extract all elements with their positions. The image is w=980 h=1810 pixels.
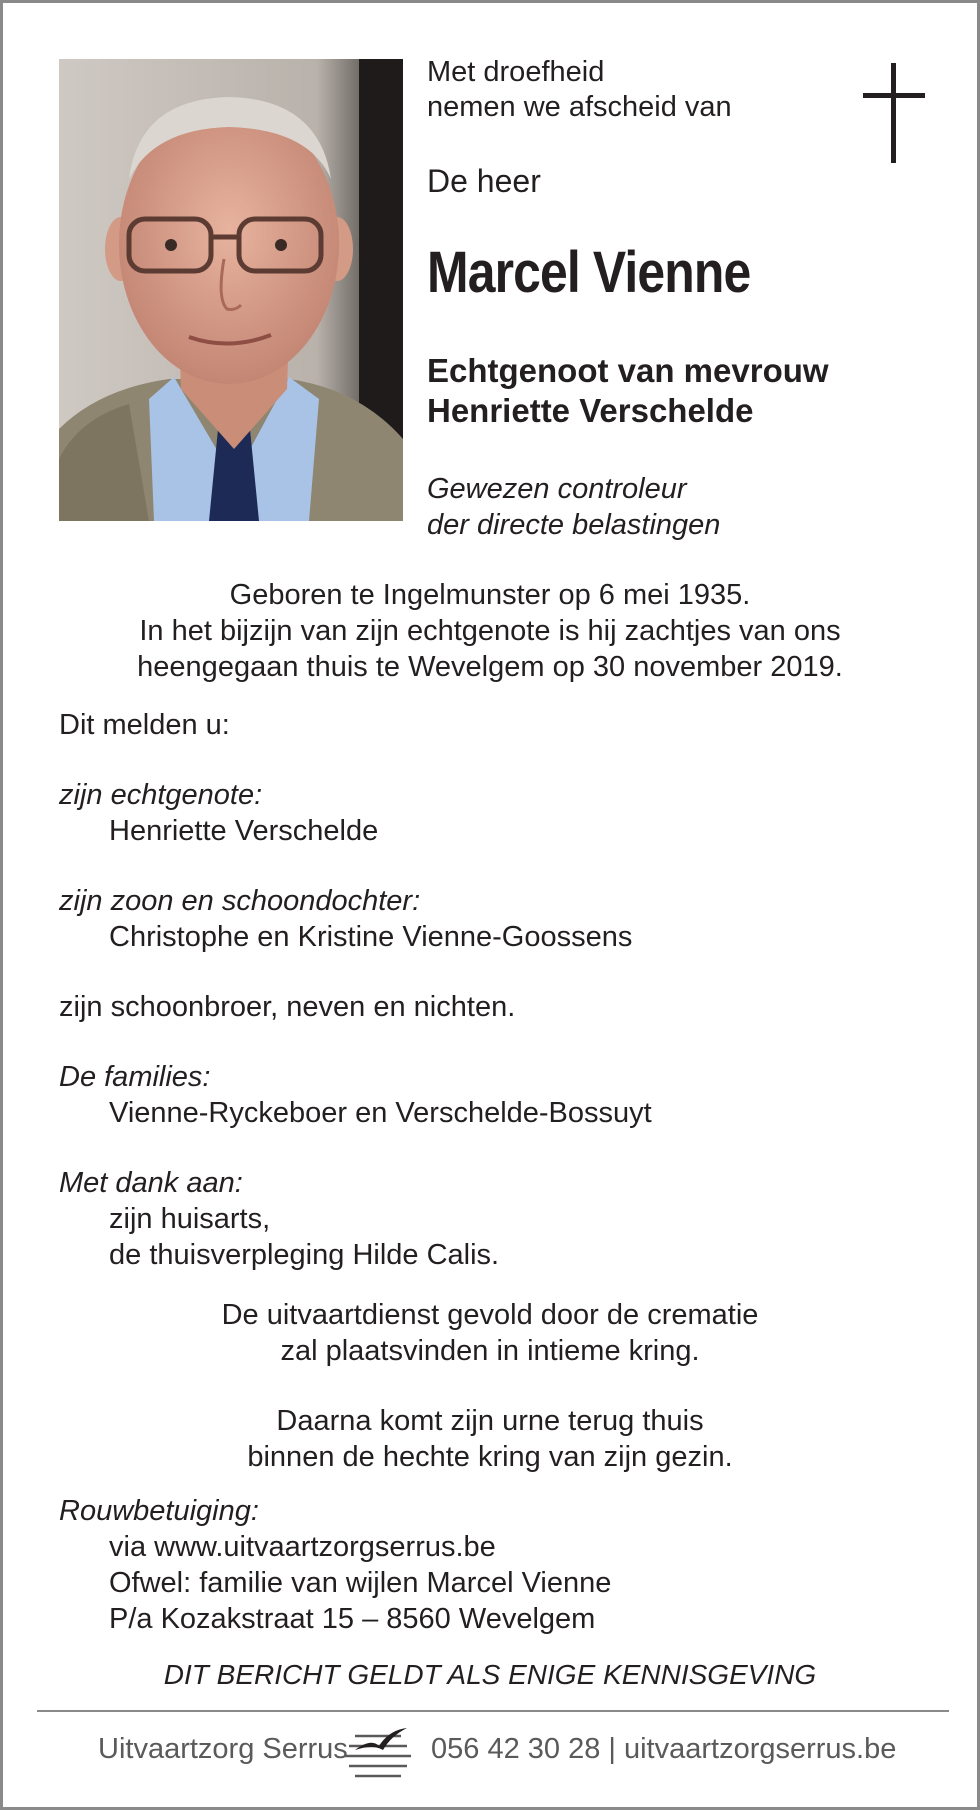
thanks-section xyxy=(59,1165,499,1273)
thanks-line: zijn huisarts, xyxy=(109,1203,271,1235)
announce-intro: Dit melden u: xyxy=(59,709,230,741)
cross-icon xyxy=(863,63,925,163)
family-label: zijn echtgenote: xyxy=(59,779,263,811)
service-line: binnen de hechte kring van zijn gezin. xyxy=(247,1441,733,1473)
birth-line: Geboren te Ingelmunster op 6 mei 1935. xyxy=(229,579,751,611)
condolences-section xyxy=(59,1493,611,1637)
deceased-name: Marcel Vienne xyxy=(427,240,751,305)
family-families xyxy=(59,1059,652,1131)
urn-info xyxy=(3,1403,977,1475)
thanks-line: de thuisverpleging Hilde Calis. xyxy=(109,1239,500,1271)
family-names: Christophe en Kristine Vienne-Goossens xyxy=(109,921,633,953)
profession-line: Gewezen controleur xyxy=(427,473,687,505)
family-names: Henriette Verschelde xyxy=(109,815,379,847)
profession-line: der directe belastingen xyxy=(427,509,721,541)
intro-line: Met droefheid xyxy=(427,56,605,88)
family-label: De families: xyxy=(59,1061,211,1093)
service-line: Daarna komt zijn urne terug thuis xyxy=(276,1405,704,1437)
birth-line: In het bijzijn van zijn echtgenote is hij zachtjes van ons xyxy=(139,615,841,647)
spouse-line: Henriette Verschelde xyxy=(427,392,754,429)
seagull-logo-icon xyxy=(341,1716,415,1790)
family-names: Vienne-Ryckeboer en Verschelde-Bossuyt xyxy=(109,1097,652,1129)
footer-divider xyxy=(37,1710,949,1712)
spouse-line: Echtgenoot van mevrouw xyxy=(427,352,829,389)
footer-contact: 056 42 30 28 | uitvaartzorgserrus.be xyxy=(431,1733,897,1765)
birth-line: heengegaan thuis te Wevelgem op 30 november 2019. xyxy=(137,651,843,683)
thanks-label: Met dank aan: xyxy=(59,1167,243,1199)
family-spouse xyxy=(59,777,378,849)
footer-company: Uitvaartzorg Serrus xyxy=(98,1733,348,1765)
family-label: zijn zoon en schoondochter: xyxy=(59,885,421,917)
portrait-photo xyxy=(59,59,403,521)
family-son xyxy=(59,883,632,955)
service-line: zal plaatsvinden in intieme kring. xyxy=(280,1335,700,1367)
intro-line: nemen we afscheid van xyxy=(427,91,732,123)
family-relatives: zijn schoonbroer, neven en nichten. xyxy=(59,991,516,1023)
service-info xyxy=(3,1297,977,1369)
intro-text xyxy=(427,55,732,125)
salutation: De heer xyxy=(427,163,541,199)
closing-notice: DIT BERICHT GELDT ALS ENIGE KENNISGEVING xyxy=(163,1659,817,1690)
spouse-info xyxy=(427,351,829,431)
service-line: De uitvaartdienst gevold door de crematie xyxy=(221,1299,759,1331)
condolences-line: via www.uitvaartzorgserrus.be xyxy=(109,1531,496,1563)
birth-death-info xyxy=(3,577,977,685)
profession xyxy=(427,471,720,543)
condolences-line: P/a Kozakstraat 15 – 8560 Wevelgem xyxy=(109,1603,596,1635)
condolences-line: Ofwel: familie van wijlen Marcel Vienne xyxy=(109,1567,612,1599)
condolences-label: Rouwbetuiging: xyxy=(59,1495,259,1527)
